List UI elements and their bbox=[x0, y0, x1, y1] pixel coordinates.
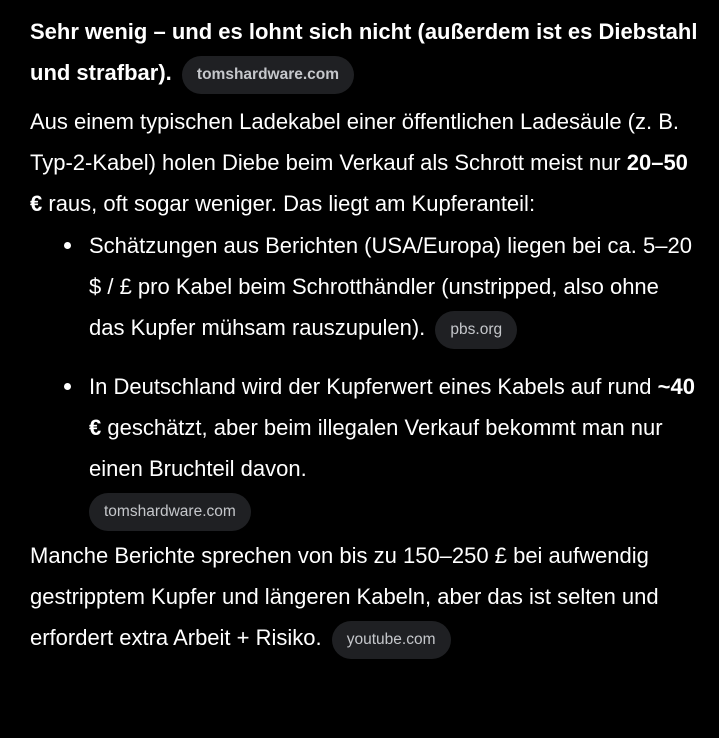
closing-paragraph bbox=[30, 535, 700, 659]
source-citation-chip[interactable]: youtube.com bbox=[332, 621, 451, 659]
list-item-text-end: geschätzt, aber beim illegalen Verkauf bekommt man nur einen Bruchteil davon. bbox=[89, 415, 663, 481]
list-item bbox=[89, 366, 700, 535]
copper-value-highlight: ~40 € bbox=[89, 374, 695, 440]
bullet-dot-icon bbox=[64, 383, 71, 390]
price-range-highlight: 20–50 € bbox=[30, 150, 688, 216]
answer-heading bbox=[30, 11, 700, 94]
source-citation-chip[interactable]: tomshardware.com bbox=[182, 56, 354, 94]
response-message bbox=[30, 11, 700, 660]
intro-text-start: Aus einem typischen Ladekabel einer öffentlichen Ladesäule (z. B. Typ-2-Kabel) holen Diebe beim Verkauf als Schrott meist nur bbox=[30, 109, 680, 175]
answer-heading-text: Sehr wenig – und es lohnt sich nicht (außerdem ist es Diebstahl und strafbar). bbox=[30, 19, 698, 85]
estimates-list bbox=[30, 225, 700, 535]
source-citation-chip[interactable]: tomshardware.com bbox=[89, 493, 251, 531]
intro-text-end: raus, oft sogar weniger. Das liegt am Kupferanteil: bbox=[42, 191, 536, 216]
list-item-text-start: In Deutschland wird der Kupferwert eines Kabels auf rund bbox=[89, 374, 658, 399]
intro-paragraph bbox=[30, 101, 700, 224]
closing-text: Manche Berichte sprechen von bis zu 150–250 £ bei aufwendig gestripptem Kupfer und längeren Kabeln, aber das ist selten und erfordert extra Arbeit + Risiko. bbox=[30, 543, 659, 650]
list-item-text: Schätzungen aus Berichten (USA/Europa) liegen bei ca. 5–20 $ / £ pro Kabel beim Schrotthändler (unstripped, also ohne das Kupfer mühsam rauszupulen). bbox=[89, 233, 692, 340]
bullet-dot-icon bbox=[64, 242, 71, 249]
source-citation-chip[interactable]: pbs.org bbox=[435, 311, 517, 349]
list-item bbox=[89, 225, 700, 349]
